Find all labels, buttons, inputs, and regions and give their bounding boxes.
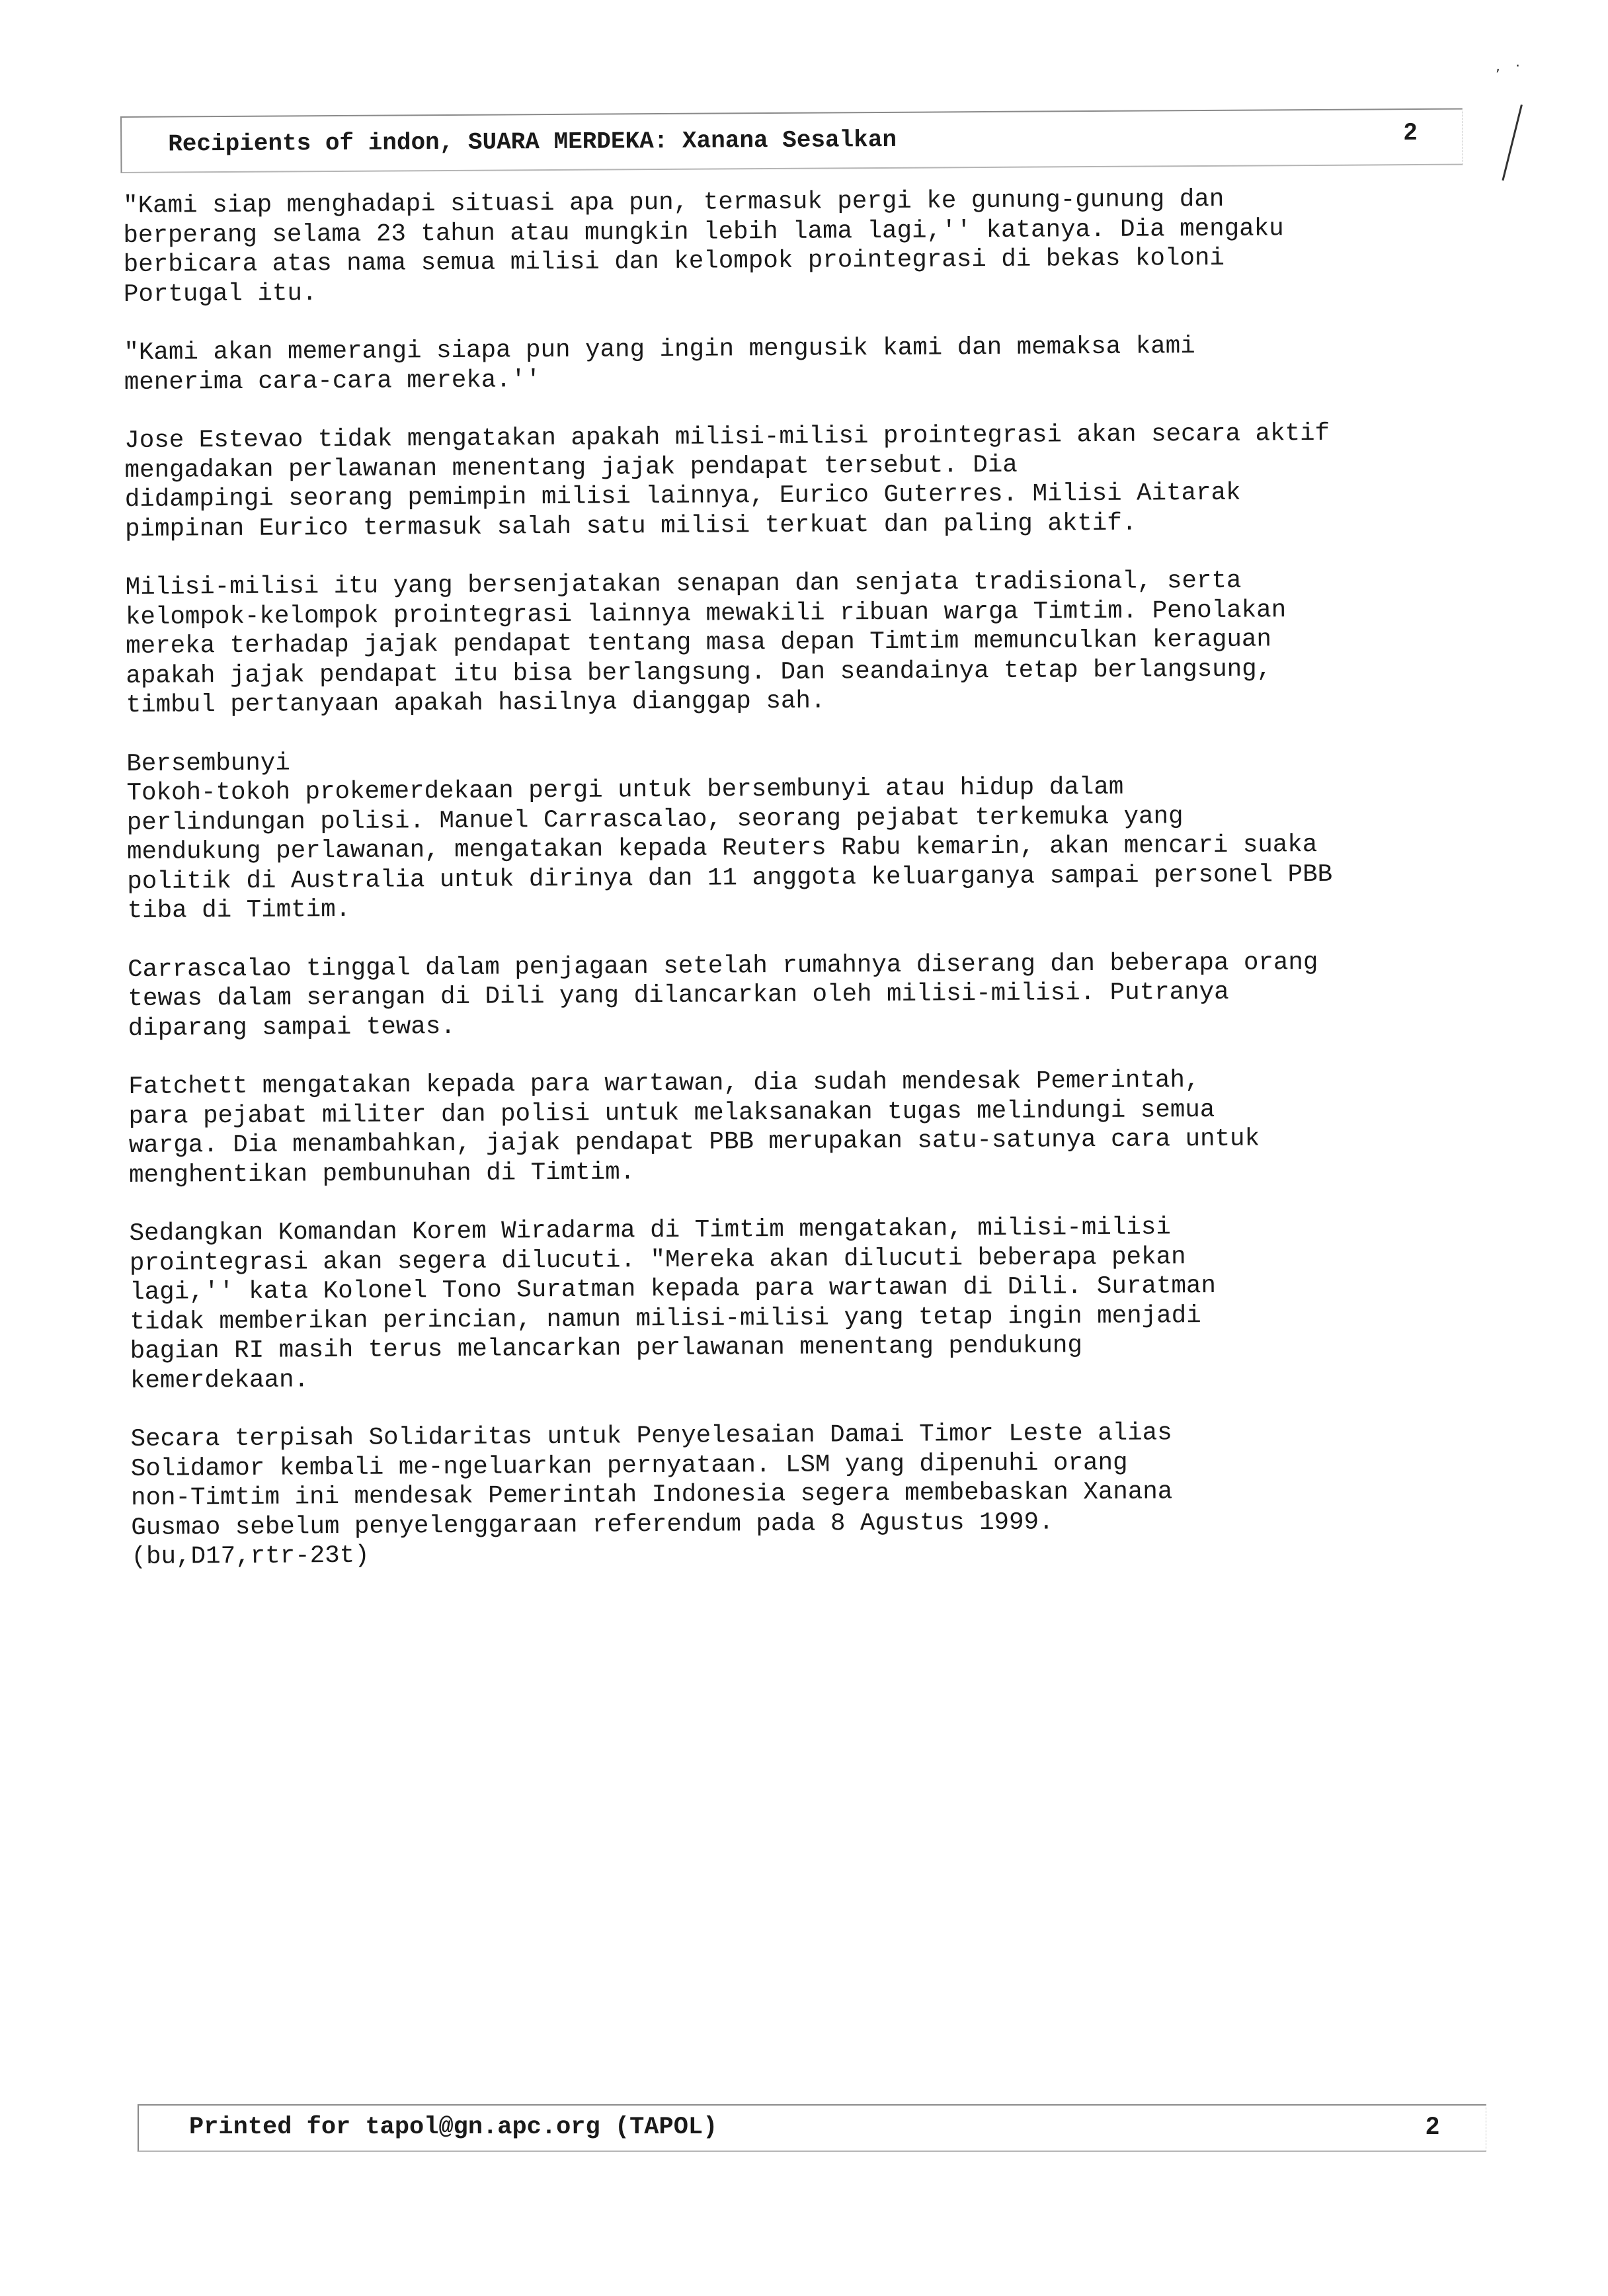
subheading: Bersembunyi (126, 749, 290, 778)
text-line: tidak memberikan perincian, namun milisi-milisi yang tetap ingin menjadi (130, 1301, 1201, 1336)
paragraph (129, 1211, 1506, 1396)
text-line: Secara terpisah Solidaritas untuk Penyelesaian Damai Timor Leste alias (130, 1419, 1172, 1454)
text-line: Gusmao sebelum penyelenggaraan referendum pada 8 Agustus 1999. (131, 1508, 1054, 1542)
paragraph (128, 947, 1504, 1044)
scan-mark-slash (1502, 104, 1522, 181)
text-line: apakah jajak pendapat itu bisa berlangsung. Dan seandainya tetap berlangsung, (126, 655, 1272, 690)
article-body (123, 183, 1507, 1601)
paragraph (124, 330, 1500, 397)
text-line: tewas dalam serangan di Dili yang dilancarkan oleh milisi-milisi. Putranya (128, 978, 1229, 1013)
text-line: perlindungan polisi. Manuel Carrascalao, seorang pejabat terkemuka yang (126, 802, 1184, 837)
text-line: Tokoh-tokoh prokemerdekaan pergi untuk bersembunyi atau hidup dalam (126, 773, 1124, 807)
text-line: didampingi seorang pemimpin milisi lainnya, Eurico Guterres. Milisi Aitarak (124, 479, 1241, 514)
paragraph (124, 418, 1500, 544)
text-line: warga. Dia menambahkan, jajak pendapat PBB merupakan satu-satunya cara untuk (128, 1125, 1260, 1160)
footer-page-number: 2 (1426, 2112, 1439, 2139)
text-line: para pejabat militer dan polisi untuk melaksanakan tugas melindungi semua (128, 1096, 1215, 1131)
paragraph (128, 1064, 1504, 1190)
page-header (120, 108, 1463, 173)
paragraph (126, 770, 1502, 926)
text-line: diparang sampai tewas. (128, 1012, 456, 1043)
page-footer (138, 2104, 1486, 2152)
footer-printed-for: Printed for tapol@gn.apc.org (TAPOL) (189, 2113, 718, 2141)
text-line: (bu,D17,rtr-23t) (131, 1541, 370, 1571)
paragraphs-after (126, 770, 1506, 1572)
paragraph (126, 565, 1502, 720)
text-line: lagi,'' kata Kolonel Tono Suratman kepada para wartawan di Dili. Suratman (130, 1272, 1217, 1307)
text-line: berbicara atas nama semua milisi dan kelompok prointegrasi di bekas koloni (123, 244, 1225, 279)
scan-mark-dots: , · (1496, 58, 1525, 75)
text-line: mengadakan perlawanan menentang jajak pendapat tersebut. Dia (124, 451, 1018, 485)
header-title: Recipients of indon, SUARA MERDEKA: Xanana Sesalkan (168, 126, 897, 158)
text-line: Jose Estevao tidak mengatakan apakah milisi-milisi prointegrasi akan secara aktif (124, 419, 1330, 455)
text-line: mereka terhadap jajak pendapat tentang masa depan Timtim memunculkan keraguan (126, 626, 1272, 661)
text-line: bagian RI masih terus melancarkan perlawanan menentang pendukung (130, 1332, 1083, 1366)
text-line: timbul pertanyaan apakah hasilnya dianggap sah. (126, 687, 826, 719)
text-line: "Kami akan memerangi siapa pun yang ingin mengusik kami dan memaksa kami (124, 333, 1195, 367)
paragraph (123, 183, 1499, 309)
text-line: Sedangkan Komandan Korem Wiradarma di Timtim mengatakan, milisi-milisi (129, 1213, 1171, 1248)
text-line: Milisi-milisi itu yang bersenjatakan senapan dan senjata tradisional, serta (125, 567, 1242, 602)
text-line: "Kami siap menghadapi situasi apa pun, termasuk pergi ke gunung-gunung dan (123, 185, 1225, 220)
text-line: Fatchett mengatakan kepada para wartawan, dia sudah mendesak Pemerintah, (128, 1067, 1200, 1101)
text-line: non-Timtim ini mendesak Pemerintah Indonesia segera membebaskan Xanana (130, 1478, 1173, 1512)
text-line: berperang selama 23 tahun atau mungkin lebih lama lagi,'' katanya. Dia mengaku (123, 214, 1284, 250)
text-line: mendukung perlawanan, mengatakan kepada Reuters Rabu kemarin, akan mencari suaka (126, 831, 1318, 866)
text-line: politik di Australia untuk dirinya dan 11 anggota keluarganya sampai personel PBB (127, 860, 1333, 896)
text-line: Portugal itu. (123, 279, 317, 309)
text-line: menghentikan pembunuhan di Timtim. (128, 1158, 635, 1190)
text-line: kemerdekaan. (130, 1366, 309, 1395)
text-line: Solidamor kembali me-ngeluarkan pernyataan. LSM yang dipenuhi orang (130, 1449, 1128, 1483)
text-line: pimpinan Eurico termasuk salah satu milisi terkuat dan paling aktif. (124, 509, 1137, 544)
text-line: menerima cara-cara mereka.'' (124, 366, 541, 397)
paragraph (130, 1416, 1506, 1572)
text-line: tiba di Timtim. (127, 895, 351, 925)
text-line: Carrascalao tinggal dalam penjagaan setelah rumahnya diserang dan beberapa orang (128, 948, 1318, 984)
header-page-number: 2 (1404, 118, 1418, 145)
text-line: prointegrasi akan segera dilucuti. "Mereka akan dilucuti beberapa pekan (129, 1243, 1186, 1278)
text-line: kelompok-kelompok prointegrasi lainnya mewakili ribuan warga Timtim. Penolakan (125, 596, 1287, 632)
paragraphs-before (123, 183, 1502, 720)
